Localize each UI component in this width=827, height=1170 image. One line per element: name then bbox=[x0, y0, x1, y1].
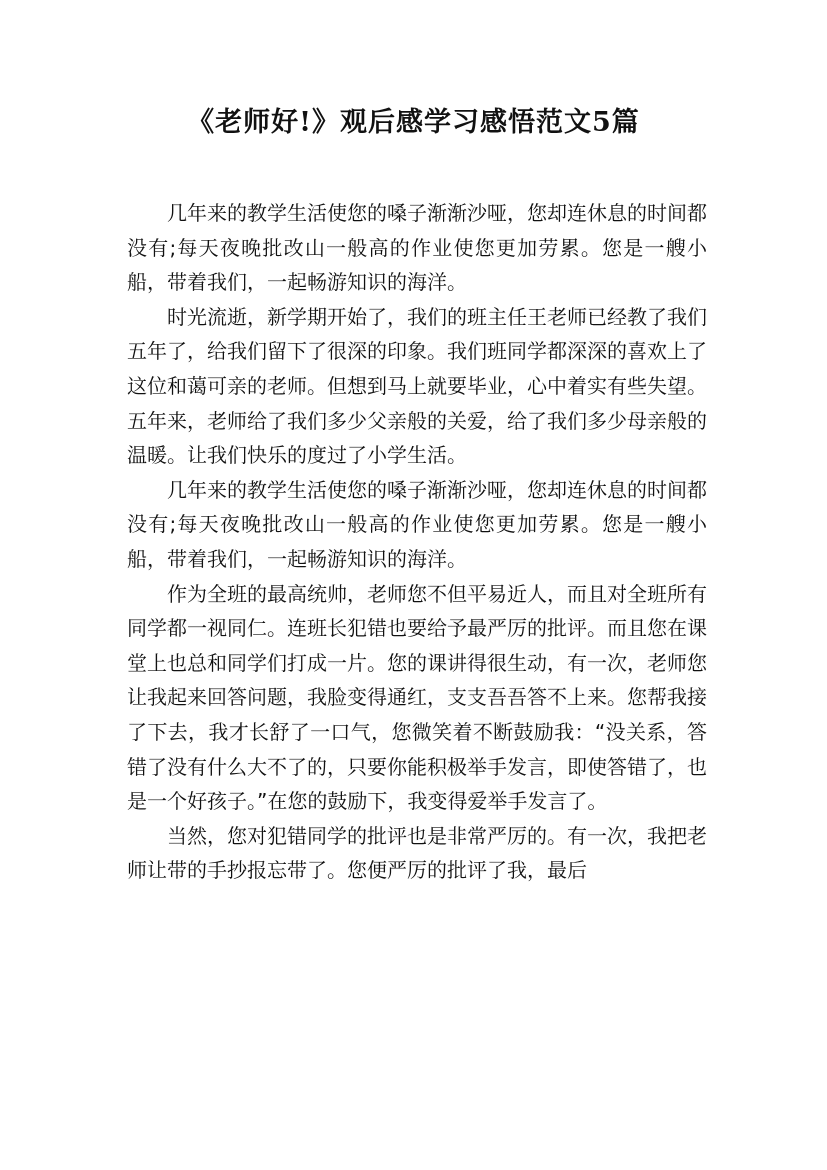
document-title: 《老师好!》观后感学习感悟范文5篇 bbox=[187, 107, 640, 138]
paragraph: 几年来的教学生活使您的嗓子渐渐沙哑，您却连休息的时间都没有;每天夜晚批改山一般高的作业使您更加劳累。您是一艘小船，带着我们，一起畅游知识的海洋。 bbox=[127, 201, 707, 295]
document-body bbox=[127, 196, 707, 888]
paragraph: 几年来的教学生活使您的嗓子渐渐沙哑，您却连休息的时间都没有;每天夜晚批改山一般高的作业使您更加劳累。您是一艘小船，带着我们，一起畅游知识的海洋。 bbox=[127, 477, 707, 571]
paragraph: 时光流逝，新学期开始了，我们的班主任王老师已经教了我们五年了，给我们留下了很深的印象。我们班同学都深深的喜欢上了这位和蔼可亲的老师。但想到马上就要毕业，心中着实有些失望。五年来，老师给了我们多少父亲般的关爱，给了我们多少母亲般的温暖。让我们快乐的度过了小学生活。 bbox=[127, 304, 707, 468]
paragraph: 作为全班的最高统帅，老师您不但平易近人，而且对全班所有同学都一视同仁。连班长犯错也要给予最严厉的批评。而且您在课堂上也总和同学们打成一片。您的课讲得很生动，有一次，老师您让我起来回答问题，我脸变得通红，支支吾吾答不上来。您帮我接了下去，我才长舒了一口气，您微笑着不断鼓励我：“没关系，答错了没有什么大不了的，只要你能积极举手发言，即使答错了，也是一个好孩子。”在您的鼓励下，我变得爱举手发言了。 bbox=[127, 581, 707, 814]
paragraph: 当然，您对犯错同学的批评也是非常严厉的。有一次，我把老师让带的手抄报忘带了。您便严厉的批评了我，最后 bbox=[127, 823, 707, 883]
